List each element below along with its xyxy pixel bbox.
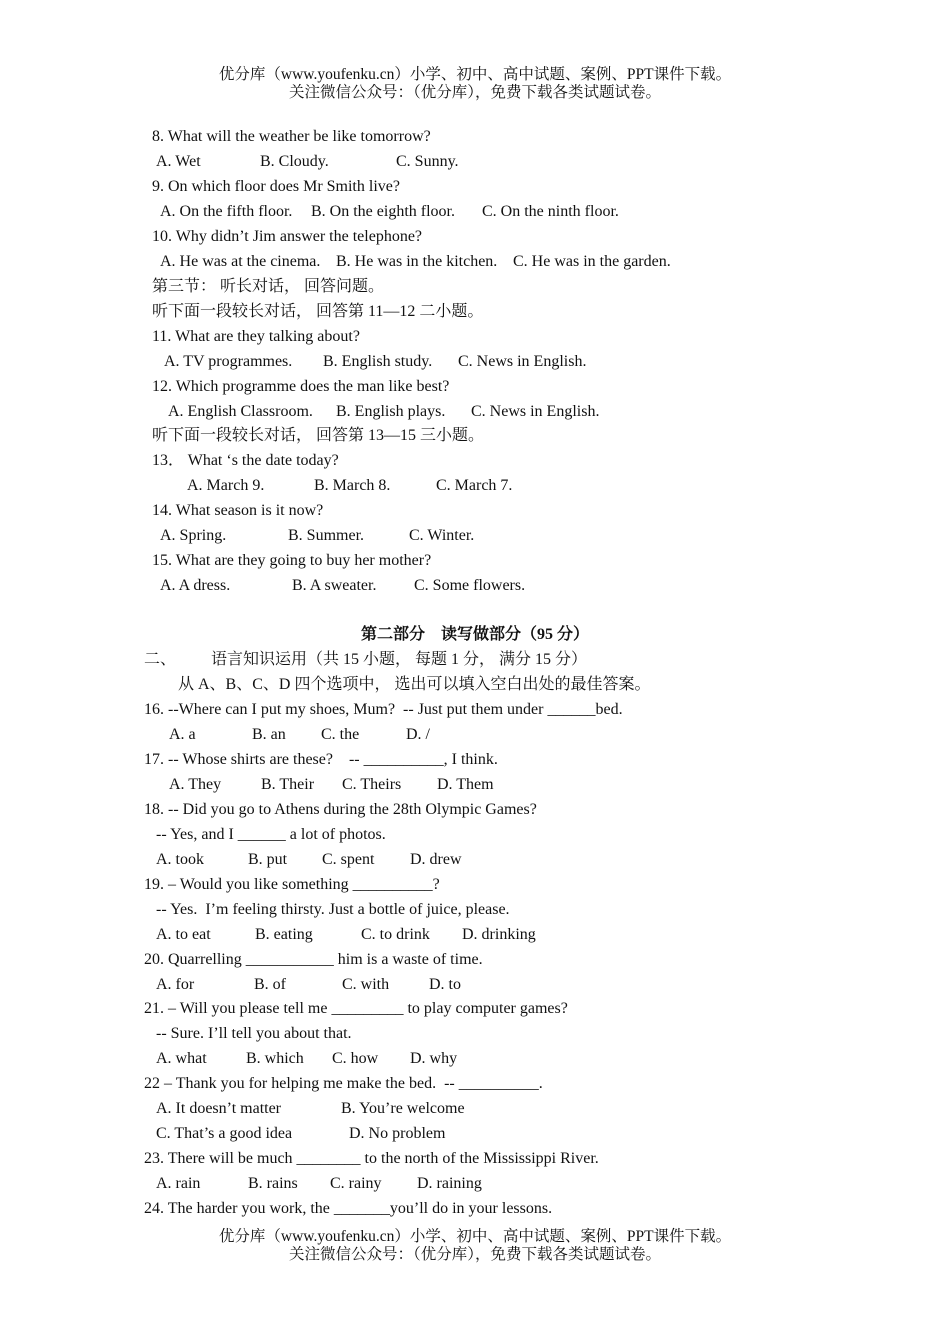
instruction-11-12: 听下面一段较长对话， 回答第 11—12 二小题。 xyxy=(152,303,484,320)
q9-stem: 9. On which floor does Mr Smith live? xyxy=(152,178,400,195)
q20-stem: 20. Quarrelling ___________ him is a waste of time. xyxy=(144,951,483,968)
q16-option-c: C. the xyxy=(321,726,360,743)
q16-option-b: B. an xyxy=(252,726,286,743)
q17-option-c: C. Theirs xyxy=(342,776,402,793)
q23-option-b: B. rains xyxy=(248,1175,298,1192)
page-footer xyxy=(0,1228,950,1264)
footer-line-2: 关注微信公众号：（优分库），免费下载各类试题试卷。 xyxy=(288,1246,661,1263)
q15-option-c: C. Some flowers. xyxy=(414,577,526,594)
q21-stem-2: -- Sure. I’ll tell you about that. xyxy=(156,1025,352,1042)
q23-option-c: C. rainy xyxy=(330,1175,382,1192)
q15-option-a: A. A dress. xyxy=(160,577,231,594)
header-line-2: 关注微信公众号：（优分库），免费下载各类试题试卷。 xyxy=(288,84,661,101)
section3-title: 第三节： 听长对话， 回答问题。 xyxy=(152,278,385,295)
q8-option-b: B. Cloudy. xyxy=(260,153,329,170)
q9-option-c: C. On the ninth floor. xyxy=(482,203,619,220)
q19-option-a: A. to eat xyxy=(156,926,211,943)
q22-option-a: A. It doesn’t matter xyxy=(156,1100,282,1117)
q13-option-b: B. March 8. xyxy=(314,477,391,494)
section-title: 语言知识运用（共 15 小题， 每题 1 分， 满分 15 分） xyxy=(211,651,588,668)
header-line-1: 优分库（www.youfenku.cn）小学、初中、高中试题、案例、PPT课件下载。 xyxy=(218,66,732,83)
q18-option-a: A. took xyxy=(156,851,204,868)
q14-option-c: C. Winter. xyxy=(409,527,475,544)
q8-stem: 8. What will the weather be like tomorrow? xyxy=(152,128,431,145)
q10-stem: 10. Why didn’t Jim answer the telephone? xyxy=(152,228,423,245)
q18-option-d: D. drew xyxy=(410,851,462,868)
q16-option-a: A. a xyxy=(169,726,196,743)
q9-option-b: B. On the eighth floor. xyxy=(311,203,455,220)
q12-option-c: C. News in English. xyxy=(471,403,600,420)
q18-stem: 18. -- Did you go to Athens during the 28th Olympic Games? xyxy=(144,801,537,818)
part2-title: 第二部分 读写做部分（95 分） xyxy=(360,626,589,643)
q13-option-a: A. March 9. xyxy=(187,477,265,494)
q16-stem: 16. --Where can I put my shoes, Mum? -- Just put them under ______bed. xyxy=(144,701,623,718)
q14-stem: 14. What season is it now? xyxy=(152,502,324,519)
section-number: 二、 xyxy=(144,651,177,668)
footer-line-1: 优分库（www.youfenku.cn）小学、初中、高中试题、案例、PPT课件下载。 xyxy=(218,1228,732,1245)
q11-option-c: C. News in English. xyxy=(458,353,587,370)
q15-stem: 15. What are they going to buy her mother? xyxy=(152,552,432,569)
q12-stem: 12. Which programme does the man like best? xyxy=(152,378,450,395)
q17-stem: 17. -- Whose shirts are these? -- __________, I think. xyxy=(144,751,498,768)
q20-option-b: B. of xyxy=(254,976,286,993)
q22-option-b: B. You’re welcome xyxy=(341,1100,465,1117)
q19-option-b: B. eating xyxy=(255,926,313,943)
q17-option-b: B. Their xyxy=(261,776,315,793)
q17-option-a: A. They xyxy=(169,776,222,793)
q11-option-a: A. TV programmes. xyxy=(164,353,293,370)
q21-option-c: C. how xyxy=(332,1050,379,1067)
q18-stem-2: -- Yes, and I ______ a lot of photos. xyxy=(156,826,386,843)
q14-option-a: A. Spring. xyxy=(160,527,227,544)
q20-option-d: D. to xyxy=(429,976,461,993)
instruction-13-15: 听下面一段较长对话， 回答第 13—15 三小题。 xyxy=(152,427,485,444)
q19-option-d: D. drinking xyxy=(462,926,536,943)
q12-option-a: A. English Classroom. xyxy=(168,403,313,420)
q8-option-c: C. Sunny. xyxy=(396,153,459,170)
section-instruction: 从 A、B、C、D 四个选项中， 选出可以填入空白出处的最佳答案。 xyxy=(178,676,651,693)
q10-option-b: B. He was in the kitchen. xyxy=(336,253,498,270)
q20-option-c: C. with xyxy=(342,976,390,993)
q11-stem: 11. What are they talking about? xyxy=(152,328,360,345)
q9-option-a: A. On the fifth floor. xyxy=(160,203,293,220)
q23-option-d: D. raining xyxy=(417,1175,482,1192)
page-header xyxy=(0,66,950,102)
q18-option-b: B. put xyxy=(248,851,288,868)
q24-stem: 24. The harder you work, the _______you’ll do in your lessons. xyxy=(144,1200,553,1217)
q14-option-b: B. Summer. xyxy=(288,527,365,544)
q19-option-c: C. to drink xyxy=(361,926,430,943)
q22-stem: 22 – Thank you for helping me make the bed. -- __________. xyxy=(144,1075,543,1092)
q17-option-d: D. Them xyxy=(437,776,494,793)
q21-option-b: B. which xyxy=(246,1050,304,1067)
q13-option-c: C. March 7. xyxy=(436,477,513,494)
q16-option-d: D. / xyxy=(406,726,430,743)
q22-option-c: C. That’s a good idea xyxy=(156,1125,293,1142)
q21-stem: 21. – Will you please tell me _________ to play computer games? xyxy=(144,1000,568,1017)
q21-option-a: A. what xyxy=(156,1050,207,1067)
q13-stem: 13． What ‘s the date today? xyxy=(152,452,339,469)
q11-option-b: B. English study. xyxy=(323,353,433,370)
q19-stem: 19. – Would you like something __________? xyxy=(144,876,440,893)
q10-option-a: A. He was at the cinema. xyxy=(160,253,321,270)
q19-stem-2: -- Yes. I’m feeling thirsty. Just a bottle of juice, please. xyxy=(156,901,510,918)
q18-option-c: C. spent xyxy=(322,851,375,868)
q21-option-d: D. why xyxy=(410,1050,458,1067)
q15-option-b: B. A sweater. xyxy=(292,577,377,594)
q10-option-c: C. He was in the garden. xyxy=(513,253,671,270)
q20-option-a: A. for xyxy=(156,976,195,993)
q8-option-a: A. Wet xyxy=(156,153,201,170)
q12-option-b: B. English plays. xyxy=(336,403,446,420)
q22-option-d: D. No problem xyxy=(349,1125,446,1142)
q23-option-a: A. rain xyxy=(156,1175,201,1192)
q23-stem: 23. There will be much ________ to the north of the Mississippi River. xyxy=(144,1150,599,1167)
